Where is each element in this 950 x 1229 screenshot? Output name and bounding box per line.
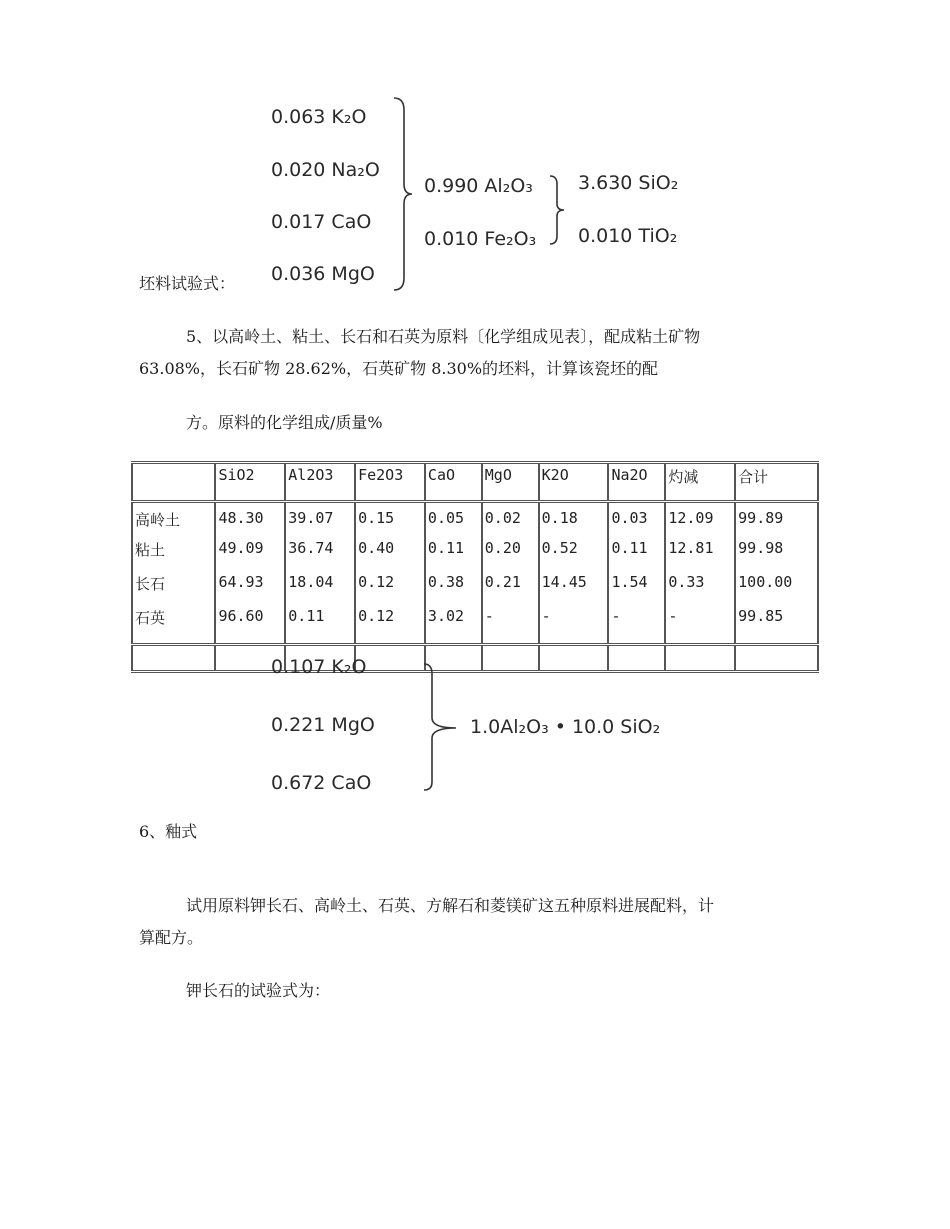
- formula2-left-cao: 0.672 CaO: [271, 772, 372, 794]
- table-cell: 长石: [132, 573, 215, 607]
- table-cell: 100.00: [735, 573, 818, 607]
- table-cell: 99.89: [735, 502, 818, 540]
- table-cell: 0.52: [539, 539, 609, 573]
- table-cell: 48.30: [215, 502, 285, 540]
- table-cell: 12.09: [665, 502, 735, 540]
- table-cell: 49.09: [215, 539, 285, 573]
- table-cell: 高岭土: [132, 502, 215, 540]
- table-cell: 0.11: [608, 539, 665, 573]
- table-cell: 0.05: [425, 502, 482, 540]
- table-header-cell: CaO: [425, 463, 482, 502]
- table-header-cell: [132, 463, 215, 502]
- table-cell: 99.98: [735, 539, 818, 573]
- table-header-cell: SiO2: [215, 463, 285, 502]
- table-row: [132, 607, 818, 645]
- table-cell: 0.03: [608, 502, 665, 540]
- table-row-empty: [132, 645, 818, 672]
- table-cell: [482, 645, 539, 672]
- table-row: [132, 539, 818, 573]
- table-cell: 0.12: [355, 573, 425, 607]
- table-header-cell: K2O: [539, 463, 609, 502]
- table-cell: 0.15: [355, 502, 425, 540]
- table-cell: 64.93: [215, 573, 285, 607]
- section6-title: 6、釉式: [139, 822, 198, 841]
- para5-line3: 方。原料的化学组成/质量%: [186, 413, 383, 432]
- formula1-middle-al2o3: 0.990 Al₂O₃: [424, 175, 533, 197]
- table-cell: 99.85: [735, 607, 818, 645]
- formula1-right-sio2: 3.630 SiO₂: [578, 172, 679, 194]
- table-cell: 12.81: [665, 539, 735, 573]
- table-cell: -: [608, 607, 665, 645]
- table-header-cell: Na2O: [608, 463, 665, 502]
- table-cell: -: [665, 607, 735, 645]
- table-cell: [665, 645, 735, 672]
- table-cell: 0.11: [425, 539, 482, 573]
- table-cell: 39.07: [285, 502, 355, 540]
- table-row: [132, 502, 818, 540]
- table-cell: 0.02: [482, 502, 539, 540]
- formula2-brace: [420, 662, 460, 792]
- section6-line1: 试用原料钾长石、高岭土、石英、方解石和菱镁矿这五种原料进展配料，计: [186, 896, 715, 915]
- formula1-left-cao: 0.017 CaO: [271, 211, 372, 233]
- composition-table: [131, 461, 819, 673]
- table-cell: 石英: [132, 607, 215, 645]
- section6-line3: 钾长石的试验式为：: [186, 981, 331, 1000]
- table-cell: [539, 645, 609, 672]
- table-header-cell: 合计: [735, 463, 818, 502]
- table-cell: 0.12: [355, 607, 425, 645]
- table-cell: 18.04: [285, 573, 355, 607]
- formula1-left-brace: [392, 96, 416, 292]
- table-cell: [132, 645, 215, 672]
- table-cell: 14.45: [539, 573, 609, 607]
- formula2-left-k2o: 0.107 K₂O: [271, 656, 367, 678]
- table-cell: -: [539, 607, 609, 645]
- table-cell: 96.60: [215, 607, 285, 645]
- table-cell: 0.38: [425, 573, 482, 607]
- table-cell: 0.21: [482, 573, 539, 607]
- table-cell: 0.33: [665, 573, 735, 607]
- table-header-row: [132, 463, 818, 502]
- formula1-left-k2o: 0.063 K₂O: [271, 106, 367, 128]
- formula1-left-na2o: 0.020 Na₂O: [271, 159, 380, 181]
- formula1-label: 坯料试验式：: [139, 274, 236, 293]
- table-header-cell: Al2O3: [285, 463, 355, 502]
- para5-line1: 5、以高岭土、粘土、长石和石英为原料〔化学组成见表〕，配成粘土矿物: [186, 327, 701, 346]
- table-cell: 1.54: [608, 573, 665, 607]
- table-cell: 3.02: [425, 607, 482, 645]
- table-header-cell: Fe2O3: [355, 463, 425, 502]
- formula1-left-mgo: 0.036 MgO: [271, 263, 375, 285]
- para5-line2: 63.08%，长石矿物 28.62%，石英矿物 8.30%的坯料，计算该瓷坯的配: [139, 359, 659, 378]
- table-cell: 0.40: [355, 539, 425, 573]
- table-cell: 0.18: [539, 502, 609, 540]
- table-header-cell: 灼减: [665, 463, 735, 502]
- table-cell: [608, 645, 665, 672]
- table-cell: 36.74: [285, 539, 355, 573]
- formula2-right: 1.0Al₂O₃ • 10.0 SiO₂: [470, 716, 661, 738]
- table-header-cell: MgO: [482, 463, 539, 502]
- formula1-middle-brace: [548, 174, 568, 246]
- formula1-right-tio2: 0.010 TiO₂: [578, 225, 678, 247]
- table-row: [132, 573, 818, 607]
- table-cell: [735, 645, 818, 672]
- table-cell: 0.20: [482, 539, 539, 573]
- table-cell: 粘土: [132, 539, 215, 573]
- table-cell: -: [482, 607, 539, 645]
- table-cell: 0.11: [285, 607, 355, 645]
- section6-line2: 算配方。: [139, 928, 204, 947]
- formula1-middle-fe2o3: 0.010 Fe₂O₃: [424, 228, 537, 250]
- formula2-left-mgo: 0.221 MgO: [271, 714, 375, 736]
